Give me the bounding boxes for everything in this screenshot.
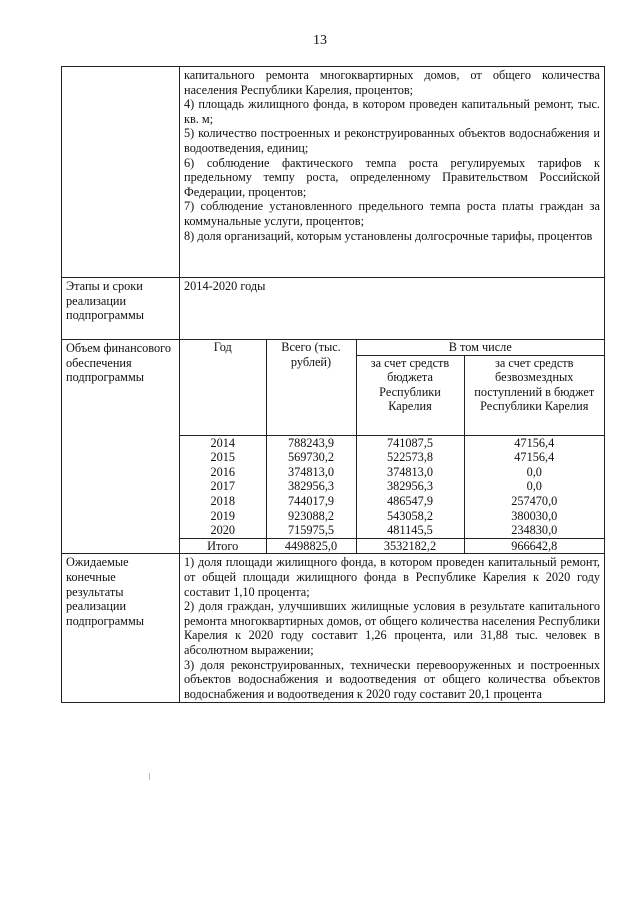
budget-cell: 382956,3	[356, 479, 464, 494]
stages-row	[62, 278, 605, 340]
finance-content	[180, 340, 605, 554]
year-cell: 2019	[180, 509, 266, 524]
target-item: 4) площадь жилищного фонда, в котором проведен капитальный ремонт, тыс. кв. м;	[184, 97, 600, 126]
stages-value: 2014-2020 годы	[180, 278, 605, 340]
total-cell: 715975,5	[266, 523, 356, 538]
grants-cell: 234830,0	[464, 523, 604, 538]
total-cell: 569730,2	[266, 450, 356, 465]
target-item: 6) соблюдение фактического темпа роста регулируемых тарифов к предельному темпу роста, определенному Правительством Российской Федерации, процентов;	[184, 155, 600, 199]
col-year-header: Год	[180, 340, 266, 435]
result-item: 3) доля реконструированных, технически перевооруженных и построенных объектов водоснабжения и водоотведения от общего количества объектов водоснабжения и водоотведения к 2020 году составит 20,1 процента	[184, 657, 600, 701]
total-cell: 744017,9	[266, 494, 356, 509]
targets-content	[180, 67, 605, 278]
budget-cell: 374813,0	[356, 465, 464, 480]
year-cell: 2018	[180, 494, 266, 509]
budget-cell: 481145,5	[356, 523, 464, 538]
grants-cell: 257470,0	[464, 494, 604, 509]
col-total-header: Всего (тыс. рублей)	[266, 340, 356, 435]
finance-total-row	[180, 538, 604, 553]
target-item: 8) доля организаций, которым установлены долгосрочные тарифы, процентов	[184, 228, 593, 243]
page-number: 13	[313, 33, 327, 48]
finance-year-row	[180, 435, 604, 450]
result-item: 1) доля площади жилищного фонда, в котором проведен капитальный ремонт, от общей площади жилищного фонда в Республике Карелия к 2020 году составит 1,10 процента;	[184, 555, 600, 599]
target-item: 7) соблюдение установленного предельного темпа роста платы граждан за коммунальные услуги, процентов;	[184, 199, 600, 228]
total-cell: 788243,9	[266, 435, 356, 450]
targets-row	[62, 67, 605, 278]
grants-cell: 47156,4	[464, 450, 604, 465]
stages-label: Этапы и сроки реализации подпрограммы	[62, 278, 180, 340]
col-incl-header: В том числе	[356, 340, 604, 355]
finance-year-row	[180, 465, 604, 480]
results-row	[62, 554, 605, 703]
grants-cell: 47156,4	[464, 435, 604, 450]
total-cell: 374813,0	[266, 465, 356, 480]
grants-cell: 0,0	[464, 465, 604, 480]
finance-label: Объем финансового обеспечения подпрограммы	[62, 340, 180, 554]
results-label: Ожидаемые конечные результаты реализации подпрограммы	[62, 554, 180, 703]
col-budget-header: за счет средств бюджета Республики Карелия	[356, 355, 464, 435]
budget-cell: 543058,2	[356, 509, 464, 524]
finance-year-row	[180, 523, 604, 538]
sum-total: 4498825,0	[266, 538, 356, 553]
sum-budget: 3532182,2	[356, 538, 464, 553]
sum-label: Итого	[180, 538, 266, 553]
budget-cell: 486547,9	[356, 494, 464, 509]
finance-year-row	[180, 450, 604, 465]
year-cell: 2016	[180, 465, 266, 480]
total-cell: 382956,3	[266, 479, 356, 494]
finance-row	[62, 340, 605, 554]
finance-year-row	[180, 494, 604, 509]
target-item: капитального ремонта многоквартирных домов, от общего количества населения Республики Карелия, процентов;	[184, 68, 600, 97]
budget-cell: 741087,5	[356, 435, 464, 450]
year-cell: 2017	[180, 479, 266, 494]
grants-cell: 380030,0	[464, 509, 604, 524]
year-cell: 2020	[180, 523, 266, 538]
passport-table	[61, 66, 605, 703]
target-item: 5) количество построенных и реконструированных объектов водоснабжения и водоотведения, единиц;	[184, 126, 600, 155]
finance-table	[180, 340, 604, 553]
col-grants-header: за счет средств безвозмездных поступлений в бюджет Республики Карелия	[464, 355, 604, 435]
sum-grants: 966642,8	[464, 538, 604, 553]
year-cell: 2015	[180, 450, 266, 465]
finance-year-row	[180, 479, 604, 494]
budget-cell: 522573,8	[356, 450, 464, 465]
total-cell: 923088,2	[266, 509, 356, 524]
year-cell: 2014	[180, 435, 266, 450]
result-item: 2) доля граждан, улучшивших жилищные условия в результате капитального ремонта многоквартирных домов, от общего количества населения Республики Карелия к 2020 году составит 1,26 процента, или 31,88 тыс. человек в абсолютном выражении;	[184, 599, 600, 657]
results-content	[180, 554, 605, 703]
scan-artifact	[149, 773, 150, 780]
finance-year-row	[180, 509, 604, 524]
targets-label	[62, 67, 180, 278]
finance-header-row	[180, 340, 604, 355]
grants-cell: 0,0	[464, 479, 604, 494]
